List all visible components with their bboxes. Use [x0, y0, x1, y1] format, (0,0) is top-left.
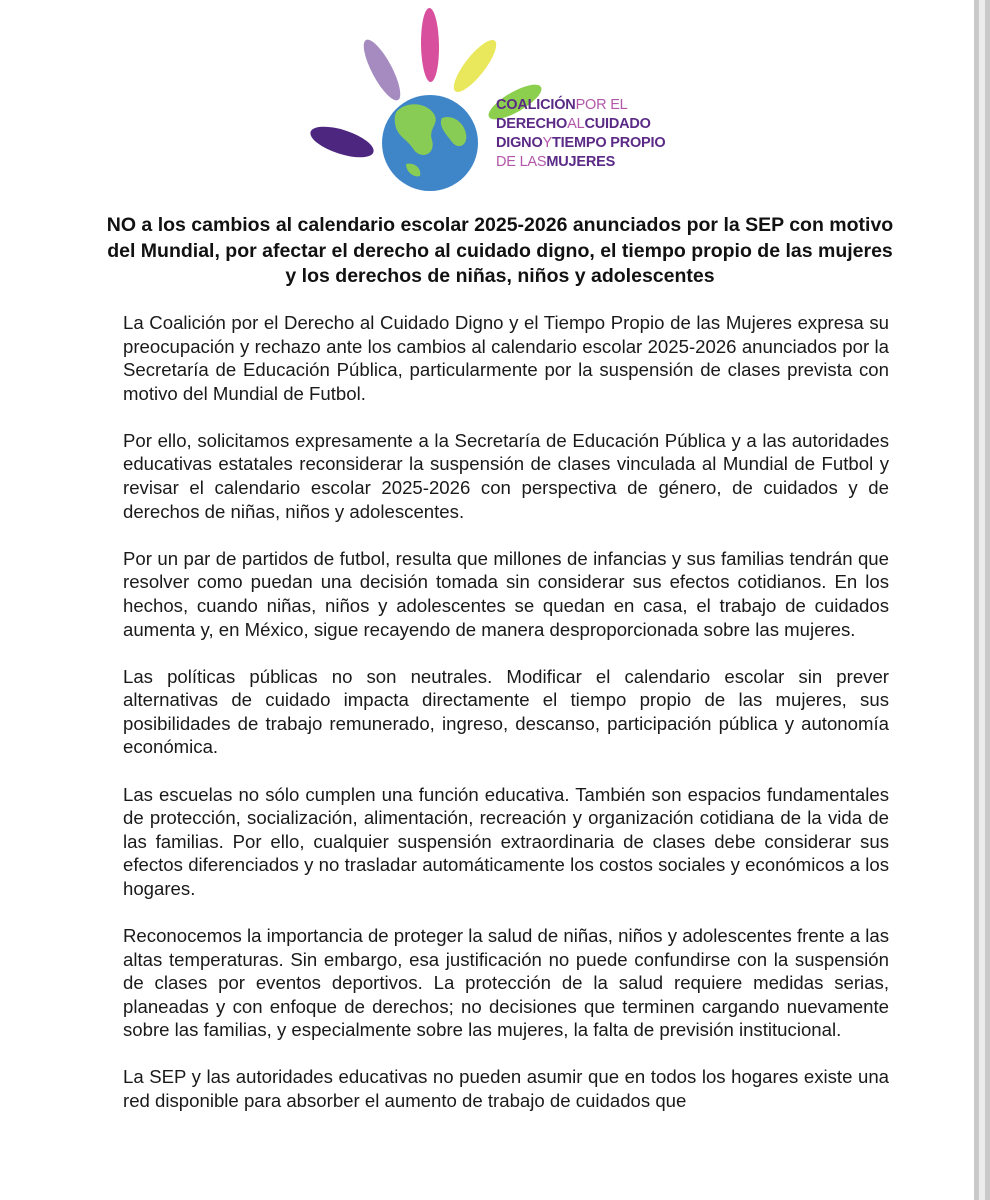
logo-text: CUIDADO	[584, 116, 651, 132]
logo-line-4	[496, 153, 665, 172]
document-body	[123, 311, 889, 1136]
finger-purple-icon	[310, 120, 377, 163]
finger-pink-icon	[420, 8, 439, 82]
paragraph: Las escuelas no sólo cumplen una función educativa. También son espacios fundamentales de protección, socialización, alimentación, recreación y organización cotidiana de la vida de las familias. Por ello, cualquier suspensión extraordinaria de clases debe considerar sus efectos diferenciados y no trasladar automáticamente los costos sociales y económicos a los hogares.	[123, 783, 889, 899]
logo-text: DE LAS	[496, 154, 547, 170]
logo-text: COALICIÓN	[496, 97, 576, 113]
coalition-logo	[310, 0, 710, 200]
paragraph: Por ello, solicitamos expresamente a la Secretaría de Educación Pública y a las autoridades educativas estatales reconsiderar la suspensión de clases vinculada al Mundial de Futbol y revisar el calendario escolar 2025-2026 con perspectiva de género, de cuidados y de derechos de niñas, niños y adolescentes.	[123, 429, 889, 522]
logo-text: DERECHO	[496, 116, 568, 132]
logo-text: POR EL	[575, 97, 628, 113]
logo-text: AL	[567, 116, 585, 132]
finger-yellow-icon	[447, 35, 502, 98]
paragraph: Reconocemos la importancia de proteger la salud de niñas, niños y adolescentes frente a las altas temperaturas. Sin embargo, esa justificación no puede confundirse con la suspensión de clases por eventos deportivos. La protección de la salud requiere medidas serias, planeadas y con enfoque de derechos; no decisiones que terminen cargando nuevamente sobre las familias, y especialmente sobre las mujeres, la falta de previsión institucional.	[123, 924, 889, 1041]
logo-text: Y	[542, 135, 553, 151]
logo-line-3	[496, 134, 665, 153]
vertical-scrollbar[interactable]	[974, 0, 990, 1200]
logo-line-2	[496, 115, 665, 134]
document-headline: NO a los cambios al calendario escolar 2025-2026 anunciados por la SEP con motivo del Mundial, por afectar el derecho al cuidado digno, el tiempo propio de las mujeres y los derechos de niñas, niños y adolescentes	[106, 214, 894, 287]
paragraph: La Coalición por el Derecho al Cuidado Digno y el Tiempo Propio de las Mujeres expresa su preocupación y rechazo ante los cambios al calendario escolar 2025-2026 anunciados por la Secretaría de Educación Pública, particularmente por la suspensión de clases prevista con motivo del Mundial de Futbol.	[123, 312, 889, 404]
logo-text: TIEMPO PROPIO	[552, 135, 666, 151]
logo-wordmark	[496, 96, 665, 172]
logo-line-1	[496, 96, 665, 115]
finger-lilac-icon	[357, 35, 407, 104]
logo-text: DIGNO	[496, 135, 543, 151]
scrollbar-thumb[interactable]	[979, 0, 985, 1200]
logo-text: MUJERES	[546, 154, 616, 170]
paragraph: Las políticas públicas no son neutrales. Modificar el calendario escolar sin prever alternativas de cuidado impacta directamente el tiempo propio de las mujeres, sus posibilidades de trabajo remunerado, ingreso, descanso, participación pública y autonomía económica.	[123, 665, 889, 758]
paragraph: Por un par de partidos de futbol, resulta que millones de infancias y sus familias tendrán que resolver como puedan una decisión tomada sin considerar sus efectos cotidianos. En los hechos, cuando niñas, niños y adolescentes se quedan en casa, el trabajo de cuidados aumenta y, en México, sigue recayendo de manera desproporcionada sobre las mujeres.	[123, 547, 889, 640]
paragraph: La SEP y las autoridades educativas no pueden asumir que en todos los hogares existe una red disponible para absorber el aumento de trabajo de cuidados que	[123, 1066, 889, 1112]
